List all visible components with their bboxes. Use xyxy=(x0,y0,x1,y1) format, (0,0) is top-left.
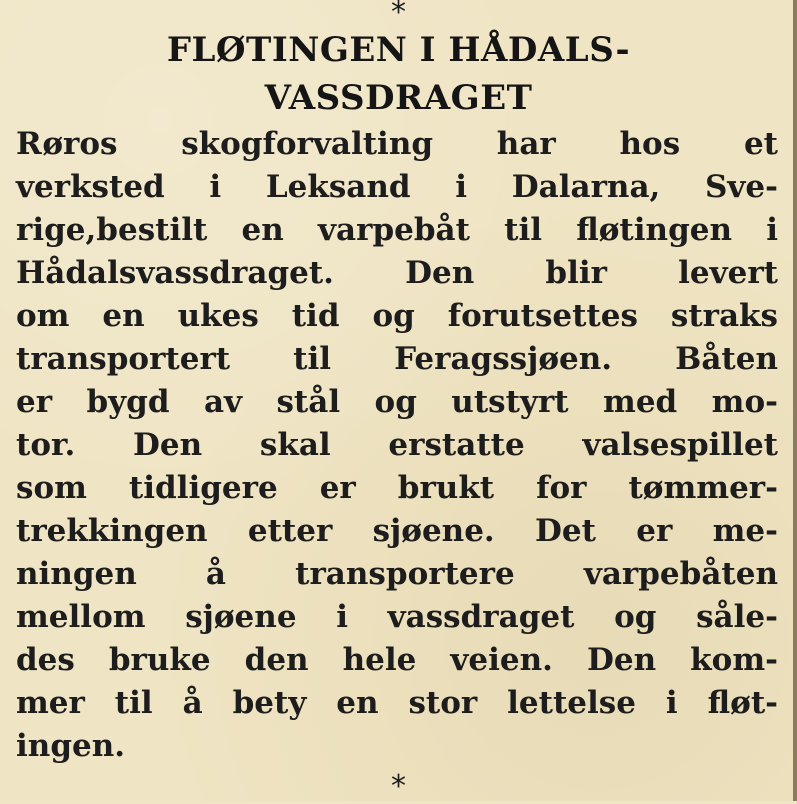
bottom-asterisk-ornament: * xyxy=(391,769,406,804)
body-line-15: ingen. xyxy=(16,728,126,764)
body-line-12: mellom sjøene i vassdraget og såle- xyxy=(16,599,778,635)
body-line-10: trekkingen etter sjøene. Det er me- xyxy=(16,513,778,549)
headline-line-1: FLØTINGEN I HÅDALS- xyxy=(166,30,631,70)
body-line-6: transportert til Feragssjøen. Båten xyxy=(16,341,778,377)
headline-line-2: VASSDRAGET xyxy=(264,78,533,118)
body-line-8: tor. Den skal erstatte valsespillet xyxy=(16,427,778,463)
body-line-3: rige,bestilt en varpebåt til fløtingen i xyxy=(16,212,778,248)
body-line-1: Røros skogforvalting har hos et xyxy=(16,126,778,162)
body-line-4: Hådalsvassdraget. Den blir levert xyxy=(16,255,778,291)
body-line-5: om en ukes tid og forutsettes straks xyxy=(16,298,778,334)
body-line-9: som tidligere er brukt for tømmer- xyxy=(16,470,778,506)
body-line-7: er bygd av stål og utstyrt med mo- xyxy=(16,384,778,420)
body-line-14: mer til å bety en stor lettelse i fløt- xyxy=(16,685,778,721)
right-border xyxy=(793,0,797,801)
top-asterisk-ornament: * xyxy=(391,0,406,30)
body-line-2: verksted i Leksand i Dalarna, Sve- xyxy=(16,169,778,205)
body-line-13: des bruke den hele veien. Den kom- xyxy=(16,642,778,678)
body-line-11: ningen å transportere varpebåten xyxy=(16,556,778,592)
